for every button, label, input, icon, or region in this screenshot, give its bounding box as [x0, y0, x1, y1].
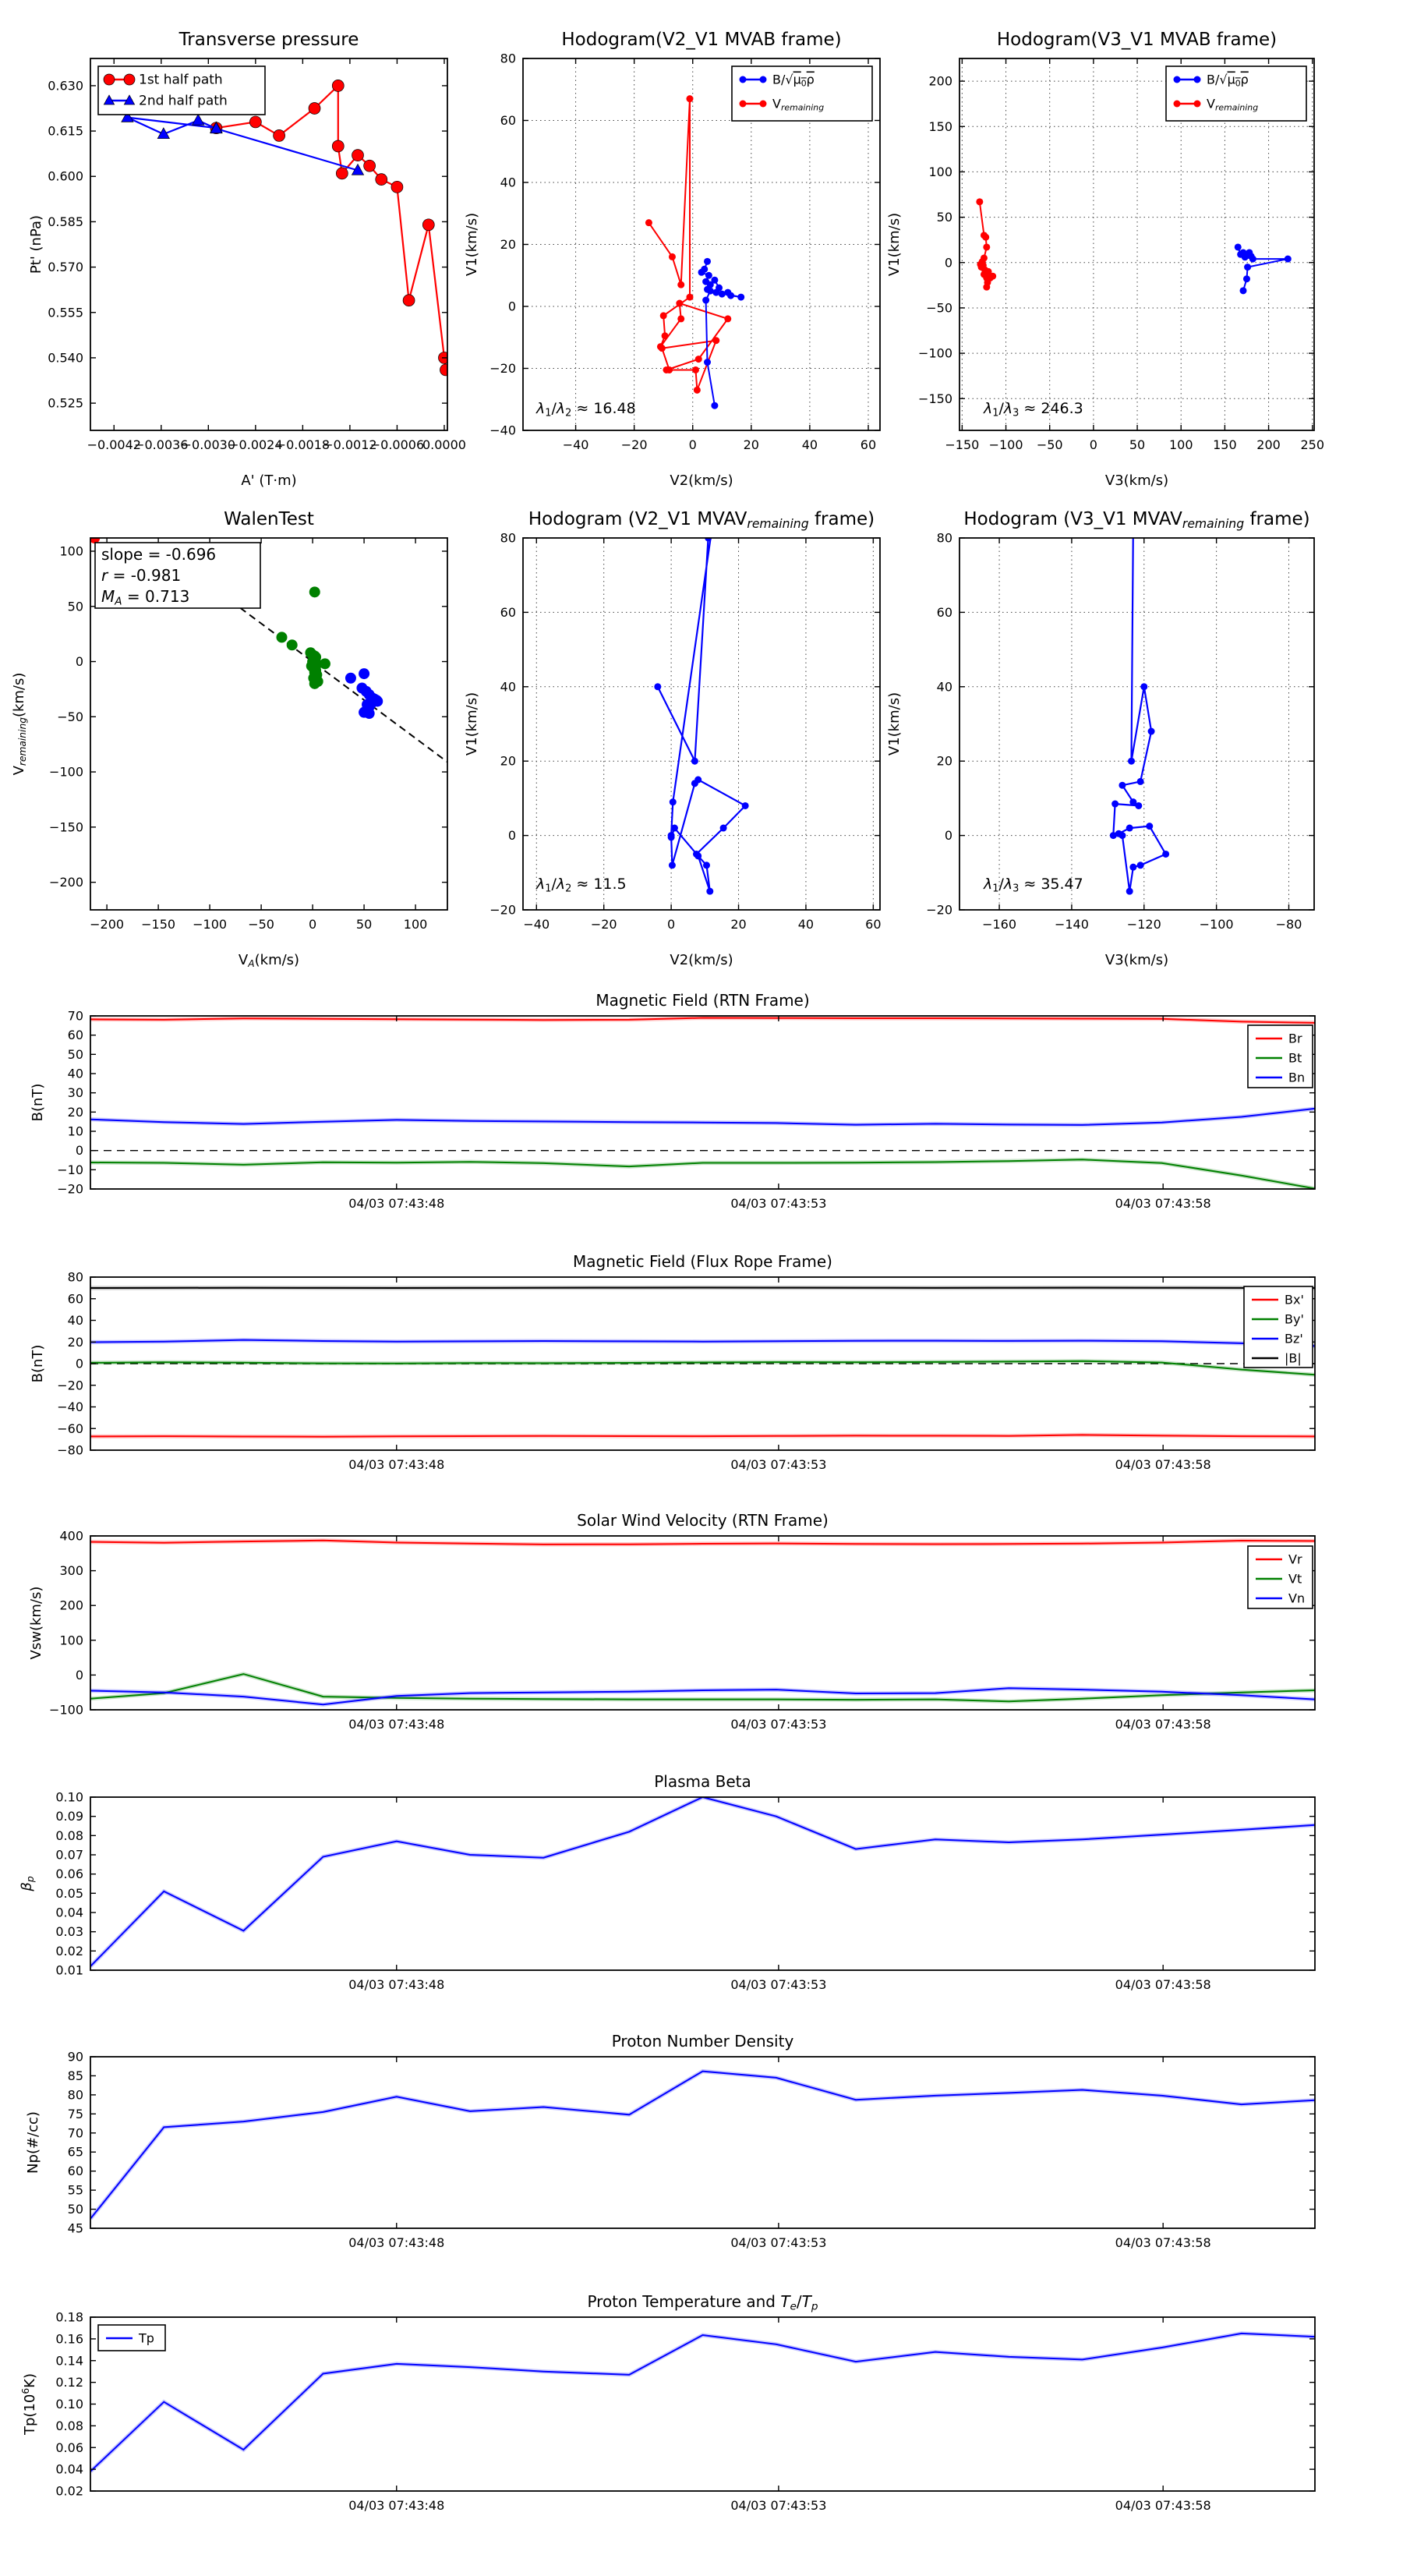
chart-title: Hodogram (V2_V1 MVAVremaining frame) — [528, 509, 875, 532]
y-tick-label: 85 — [67, 2068, 83, 2083]
x-tick-label: −150 — [945, 437, 980, 452]
x-tick-label: −0.0012 — [323, 437, 377, 452]
x-tick-label: −40 — [523, 917, 550, 932]
x-tick-label: 04/03 07:43:53 — [730, 2498, 827, 2513]
x-tick-label: 50 — [1129, 437, 1146, 452]
y-tick-label: 65 — [67, 2144, 83, 2160]
x-tick-label: 200 — [1256, 437, 1281, 452]
chart-title: Hodogram(V2_V1 MVAB frame) — [561, 30, 842, 50]
y-tick-label: 0.06 — [55, 1867, 83, 1882]
x-tick-label: 100 — [403, 917, 428, 932]
y-tick-label: 0.18 — [55, 2309, 83, 2325]
y-tick-label: 10 — [67, 1123, 83, 1139]
x-axis-label: A' (T·m) — [241, 472, 297, 489]
y-tick-label: 200 — [59, 1598, 83, 1613]
x-tick-label: 20 — [730, 917, 747, 932]
y-tick-label: 200 — [928, 73, 952, 89]
y-tick-label: 60 — [936, 604, 952, 620]
y-tick-label: 0.585 — [48, 214, 83, 229]
y-tick-label: −200 — [49, 875, 83, 890]
y-tick-label: 80 — [67, 2087, 83, 2103]
y-tick-label: 100 — [928, 164, 952, 179]
x-tick-label: −100 — [988, 437, 1023, 452]
x-tick-label: 60 — [860, 437, 877, 452]
legend — [98, 66, 265, 115]
y-tick-label: 30 — [67, 1085, 83, 1101]
x-tick-label: 250 — [1300, 437, 1325, 452]
x-tick-label: 0 — [688, 437, 697, 452]
legend-entry: B/√μ0ρ — [772, 72, 815, 89]
x-tick-label: −20 — [620, 437, 648, 452]
x-axis-label: VA(km/s) — [238, 952, 300, 970]
y-tick-label: 0.08 — [55, 1828, 83, 1843]
y-tick-label: 0 — [944, 255, 952, 271]
y-tick-label: 60 — [67, 2164, 83, 2179]
chart-title: Magnetic Field (Flux Rope Frame) — [573, 1252, 832, 1271]
legend — [98, 2325, 165, 2351]
x-tick-label: 40 — [797, 917, 815, 932]
x-tick-label: 04/03 07:43:58 — [1115, 2498, 1211, 2513]
x-tick-label: −200 — [90, 917, 125, 932]
x-tick-label: 04/03 07:43:48 — [348, 1196, 445, 1211]
y-tick-label: 0.06 — [55, 2440, 83, 2455]
y-tick-label: 50 — [67, 2202, 83, 2217]
y-tick-label: 45 — [67, 2220, 83, 2236]
x-tick-label: −50 — [1036, 437, 1063, 452]
annotation-text: λ1/λ2 ≈ 16.48 — [536, 400, 636, 419]
x-tick-label: 0 — [309, 917, 317, 932]
y-tick-label: 20 — [500, 753, 516, 769]
y-tick-label: 40 — [500, 679, 516, 695]
y-tick-label: 0.600 — [48, 168, 83, 184]
x-tick-label: −0.0042 — [87, 437, 141, 452]
x-tick-label: −100 — [1199, 917, 1234, 932]
y-tick-label: 40 — [67, 1066, 83, 1081]
x-tick-label: 0 — [1089, 437, 1097, 452]
y-tick-label: 0.07 — [55, 1847, 83, 1863]
chart-title: Plasma Beta — [654, 1772, 751, 1791]
x-axis-label: V2(km/s) — [670, 952, 733, 968]
series-Bx' — [90, 1435, 1315, 1436]
legend-entry: |B| — [1285, 1350, 1302, 1366]
chart-title: Solar Wind Velocity (RTN Frame) — [577, 1511, 829, 1530]
y-tick-label: 300 — [59, 1563, 83, 1579]
y-tick-label: 150 — [928, 119, 952, 134]
y-tick-label: 75 — [67, 2106, 83, 2121]
chart-title: Hodogram(V3_V1 MVAB frame) — [996, 30, 1278, 50]
y-axis-label: V1(km/s) — [886, 692, 903, 756]
y-tick-label: 70 — [67, 1008, 83, 1024]
y-tick-label: 50 — [67, 1046, 83, 1062]
y-tick-label: 0.555 — [48, 305, 83, 320]
y-tick-label: 100 — [59, 543, 83, 559]
x-tick-label: −80 — [1275, 917, 1302, 932]
y-axis-label: B(nT) — [30, 1083, 46, 1122]
y-tick-label: 0.525 — [48, 395, 83, 411]
x-tick-label: 04/03 07:43:48 — [348, 2498, 445, 2513]
chart-title: Proton Temperature and Te/Tp — [587, 2292, 818, 2313]
legend-entry: Vremaining — [772, 96, 825, 113]
y-tick-label: −100 — [918, 345, 952, 361]
x-tick-label: −0.0018 — [275, 437, 330, 452]
y-tick-label: −100 — [49, 1702, 83, 1718]
y-tick-label: 0.12 — [55, 2375, 83, 2390]
legend — [1248, 1025, 1313, 1088]
y-tick-label: −50 — [57, 709, 83, 724]
x-tick-label: 04/03 07:43:53 — [730, 1196, 827, 1211]
y-tick-label: 0.14 — [55, 2353, 83, 2369]
legend-entry: Vr — [1288, 1552, 1302, 1567]
y-tick-label: −20 — [57, 1378, 83, 1393]
y-tick-label: −10 — [57, 1162, 83, 1177]
x-tick-label: 50 — [355, 917, 373, 932]
y-tick-label: 60 — [500, 604, 516, 620]
y-tick-label: 20 — [936, 753, 952, 769]
x-tick-label: 04/03 07:43:58 — [1115, 1457, 1211, 1472]
y-tick-label: 0 — [75, 1667, 83, 1683]
legend-entry: Tp — [139, 2330, 154, 2346]
y-tick-label: −20 — [489, 902, 516, 918]
y-axis-label: V1(km/s) — [464, 692, 480, 756]
y-tick-label: −100 — [49, 764, 83, 780]
x-tick-label: 04/03 07:43:48 — [348, 1717, 445, 1732]
x-tick-label: 40 — [801, 437, 818, 452]
y-axis-label: βp — [19, 1876, 37, 1891]
y-tick-label: 40 — [500, 175, 516, 190]
legend-entry: By' — [1285, 1311, 1304, 1327]
y-tick-label: 100 — [59, 1633, 83, 1648]
x-tick-label: 04/03 07:43:58 — [1115, 2235, 1211, 2250]
x-tick-label: 0 — [667, 917, 676, 932]
y-tick-label: 0.630 — [48, 78, 83, 94]
y-axis-label: V1(km/s) — [886, 212, 903, 277]
y-tick-label: 40 — [67, 1313, 83, 1328]
y-tick-label: 0.04 — [55, 1905, 83, 1920]
y-tick-label: 70 — [67, 2125, 83, 2141]
series-|B| — [90, 1288, 1315, 1289]
x-tick-label: −40 — [562, 437, 589, 452]
y-tick-label: 0.05 — [55, 1885, 83, 1901]
x-tick-label: 04/03 07:43:48 — [348, 1457, 445, 1472]
legend — [1166, 66, 1306, 121]
x-tick-label: −0.0006 — [369, 437, 425, 452]
legend-entry: Vt — [1288, 1571, 1302, 1587]
y-tick-label: 80 — [67, 1269, 83, 1285]
legend-entry: Br — [1288, 1031, 1302, 1046]
annotation-text: λ1/λ3 ≈ 246.3 — [984, 400, 1083, 419]
x-tick-label: −150 — [141, 917, 176, 932]
legend-entry: Bz' — [1285, 1331, 1303, 1346]
y-tick-label: 55 — [67, 2182, 83, 2198]
annotation — [95, 543, 260, 608]
y-tick-label: 0.09 — [55, 1809, 83, 1824]
y-tick-label: 80 — [500, 51, 516, 66]
y-tick-label: 50 — [67, 599, 83, 614]
chart-title: Magnetic Field (RTN Frame) — [595, 991, 810, 1010]
y-tick-label: 40 — [936, 679, 952, 695]
legend-entry: Bt — [1288, 1050, 1302, 1066]
y-tick-label: 80 — [500, 530, 516, 546]
x-tick-label: 04/03 07:43:53 — [730, 2235, 827, 2250]
y-tick-label: 60 — [500, 113, 516, 128]
annotation-text: λ1/λ2 ≈ 11.5 — [536, 876, 627, 895]
legend — [1248, 1546, 1313, 1608]
y-tick-label: 60 — [67, 1028, 83, 1043]
x-tick-label: 04/03 07:43:48 — [348, 1977, 445, 1992]
legend-entry: 2nd half path — [139, 93, 228, 109]
x-tick-label: −0.0030 — [181, 437, 236, 452]
legend — [732, 66, 872, 121]
x-tick-label: −160 — [982, 917, 1017, 932]
x-tick-label: −0.0024 — [228, 437, 283, 452]
y-tick-label: 20 — [500, 237, 516, 252]
y-tick-label: −40 — [489, 423, 516, 438]
y-tick-label: 0.02 — [55, 2483, 83, 2499]
y-tick-label: 0 — [75, 1356, 83, 1371]
y-tick-label: −20 — [926, 902, 952, 918]
y-tick-label: 0.08 — [55, 2418, 83, 2433]
y-axis-label: Vremaining(km/s) — [11, 672, 29, 776]
y-tick-label: 0 — [944, 828, 952, 844]
legend-entry: B/√μ0ρ — [1207, 72, 1249, 89]
x-tick-label: −0.0036 — [134, 437, 189, 452]
y-tick-label: 400 — [59, 1528, 83, 1544]
y-tick-label: 0.04 — [55, 2461, 83, 2477]
x-axis-label: V2(km/s) — [670, 472, 733, 489]
y-tick-label: 80 — [936, 530, 952, 546]
chart-title: WalenTest — [224, 509, 314, 529]
y-tick-label: 0.540 — [48, 350, 83, 366]
y-tick-label: 20 — [67, 1104, 83, 1120]
x-tick-label: 04/03 07:43:53 — [730, 1977, 827, 1992]
y-tick-label: 90 — [67, 2049, 83, 2065]
x-tick-label: −140 — [1054, 917, 1089, 932]
y-tick-label: −50 — [926, 300, 952, 316]
x-tick-label: 100 — [1168, 437, 1193, 452]
y-tick-label: 0.16 — [55, 2331, 83, 2347]
y-tick-label: 0 — [75, 654, 83, 670]
y-tick-label: 0.03 — [55, 1924, 83, 1940]
annotation-text: λ1/λ3 ≈ 35.47 — [984, 876, 1083, 895]
legend-entry: Bx' — [1285, 1292, 1304, 1307]
x-tick-label: 04/03 07:43:48 — [348, 2235, 445, 2250]
annotation-text: slope = -0.696 — [101, 545, 217, 564]
x-tick-label: 04/03 07:43:58 — [1115, 1196, 1211, 1211]
y-axis-label: V1(km/s) — [464, 212, 480, 277]
y-tick-label: 0 — [507, 299, 516, 314]
y-axis-label: Vsw(km/s) — [28, 1586, 44, 1660]
legend-entry: Vremaining — [1207, 96, 1259, 113]
chart-title: Transverse pressure — [178, 30, 359, 50]
legend — [1244, 1286, 1313, 1368]
y-axis-label: $Tp(10^6K)$ — [20, 2373, 38, 2435]
x-tick-label: 20 — [743, 437, 759, 452]
y-tick-label: 0.10 — [55, 1789, 83, 1805]
x-axis-label: V3(km/s) — [1104, 472, 1169, 489]
legend-entry: Vn — [1288, 1591, 1306, 1606]
y-tick-label: −20 — [489, 361, 516, 376]
chart-title: Hodogram (V3_V1 MVAVremaining frame) — [963, 509, 1310, 532]
y-axis-label: B(nT) — [30, 1344, 46, 1383]
y-tick-label: −40 — [57, 1399, 83, 1414]
x-tick-label: 04/03 07:43:58 — [1115, 1977, 1211, 1992]
y-tick-label: 0 — [75, 1143, 83, 1159]
y-tick-label: 0.02 — [55, 1943, 83, 1959]
y-tick-label: 0.10 — [55, 2397, 83, 2411]
y-tick-label: 60 — [67, 1291, 83, 1307]
y-tick-label: 0.570 — [48, 260, 83, 275]
chart-title: Proton Number Density — [611, 2032, 794, 2051]
y-tick-label: −150 — [49, 819, 83, 835]
x-tick-label: 04/03 07:43:53 — [730, 1457, 827, 1472]
x-tick-label: 04/03 07:43:58 — [1115, 1717, 1211, 1732]
x-tick-label: 150 — [1213, 437, 1237, 452]
legend-entry: 1st half path — [139, 72, 223, 88]
y-tick-label: −20 — [57, 1181, 83, 1197]
y-tick-label: −60 — [57, 1421, 83, 1436]
x-tick-label: 04/03 07:43:53 — [730, 1717, 827, 1732]
y-tick-label: −150 — [918, 391, 952, 406]
y-tick-label: 20 — [67, 1334, 83, 1350]
y-tick-label: −80 — [57, 1442, 83, 1458]
y-tick-label: 0.01 — [55, 1962, 83, 1978]
y-tick-label: 50 — [936, 210, 952, 225]
annotation-text: MA = 0.713 — [101, 587, 190, 608]
x-tick-label: 0.0000 — [422, 437, 466, 452]
legend-entry: Bn — [1288, 1070, 1306, 1085]
x-tick-label: −20 — [590, 917, 617, 932]
x-tick-label: −50 — [248, 917, 274, 932]
x-tick-label: −100 — [193, 917, 228, 932]
x-tick-label: −120 — [1126, 917, 1161, 932]
y-axis-label: Np(#/cc) — [25, 2111, 41, 2174]
y-axis-label: Pt' (nPa) — [28, 214, 44, 274]
annotation-text: r = -0.981 — [101, 566, 182, 585]
y-tick-label: 0 — [507, 828, 516, 844]
y-tick-label: 0.615 — [48, 123, 83, 139]
x-axis-label: V3(km/s) — [1104, 952, 1169, 968]
x-tick-label: 60 — [865, 917, 882, 932]
